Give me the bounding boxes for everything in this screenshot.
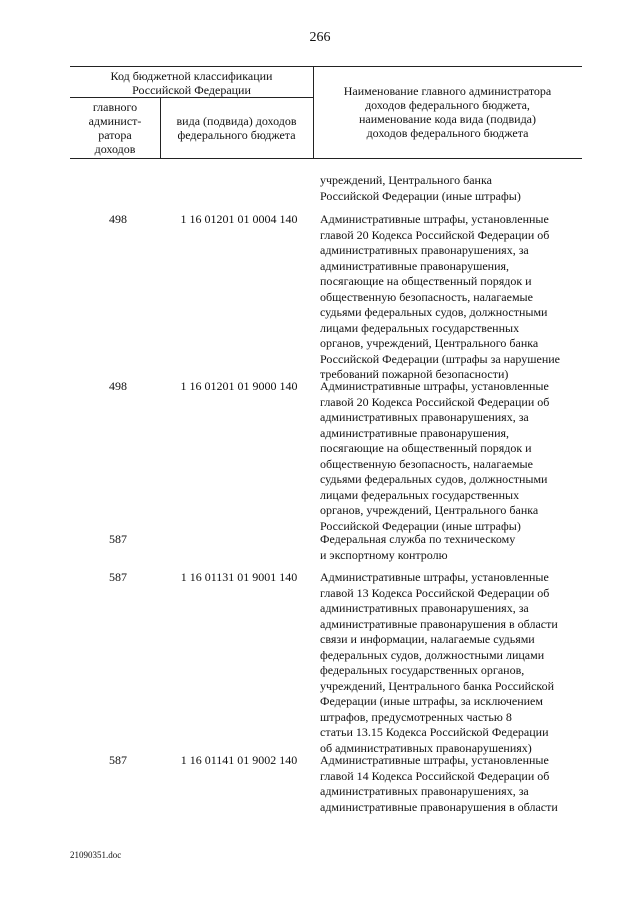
header-col-kind: вида (подвида) доходов федерального бюджета [176, 114, 297, 142]
row-admin-code: 498 [109, 379, 127, 393]
row-name: Административные штрафы, установленные главой 20 Кодекса Российской Федерации об административных правонарушениях, за административные правонарушения, посягающие на общественный порядок и общественную безопасность, налагаемые судьями федеральных судов, должностными лицами федеральных государственных органов, учреждений, Центрального банка Российской Федерации (иные штрафы) [320, 379, 550, 533]
page-number: 266 [309, 30, 331, 45]
header-kbk-title: Код бюджетной классификации Российской Федерации [110, 69, 273, 97]
header-top-rule [70, 66, 582, 67]
row-name: Федеральная служба по техническому и экспортному контролю [320, 532, 516, 562]
row-admin-code: 587 [109, 532, 127, 546]
row-kbk-code: 1 16 01201 01 0004 140 [180, 212, 298, 226]
header-kbk-divider [70, 97, 313, 98]
row-admin-code: 587 [109, 753, 127, 767]
row-admin-code: 498 [109, 212, 127, 226]
row-name: Административные штрафы, установленные главой 20 Кодекса Российской Федерации об административных правонарушениях, за административные правонарушения, посягающие на общественный порядок и общественную безопасность, налагаемые судьями федеральных судов, должностными лицами федеральных государственных органов, учреждений, Центрального банка Российской Федерации (штрафы за нарушение требований пожарной безопасности) [320, 212, 560, 381]
row-name: Административные штрафы, установленные главой 14 Кодекса Российской Федерации об административных правонарушениях, за административные правонарушения в области [320, 753, 558, 814]
row-name: Административные штрафы, установленные главой 13 Кодекса Российской Федерации об административных правонарушениях, за административные правонарушения в области связи и информации, налагаемые судьями федеральных судов, должностными лицами федеральных государственных органов, учреждений, Центрального банка Российской Федерации (иные штрафы, за исключением штрафов, предусмотренных частью 8 статьи 13.15 Кодекса Российской Федерации об административных правонарушениях) [320, 570, 558, 755]
row-admin-code: 587 [109, 570, 127, 584]
row-kbk-code: 1 16 01201 01 9000 140 [180, 379, 298, 393]
header-col-admin: главного админист- ратора доходов [88, 100, 142, 156]
row-kbk-code: 1 16 01131 01 9001 140 [180, 570, 298, 584]
header-col-name: Наименование главного администратора доходов федерального бюджета, наименование кода вида (подвида) доходов федерального бюджета [343, 84, 552, 140]
header-bottom-rule [70, 158, 582, 159]
document-filename: 21090351.doc [70, 850, 122, 860]
row-name: учреждений, Центрального банка Российской Федерации (иные штрафы) [320, 173, 521, 203]
row-kbk-code: 1 16 01141 01 9002 140 [180, 753, 298, 767]
